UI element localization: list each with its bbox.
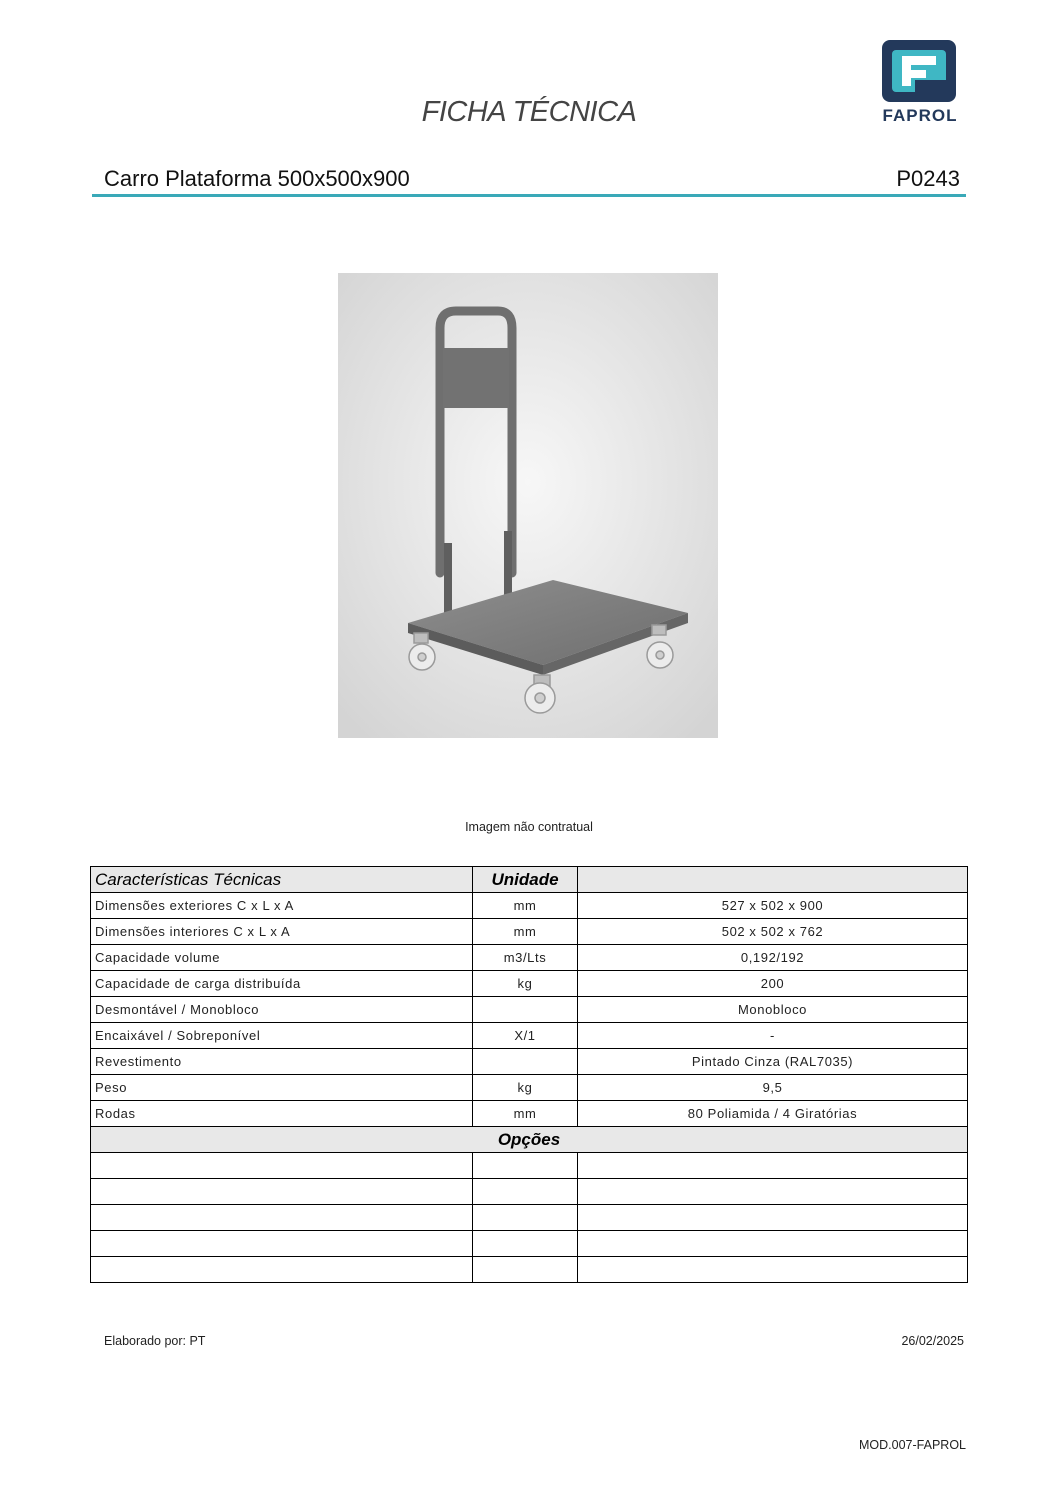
options-label: Opções bbox=[91, 1127, 968, 1153]
spec-row bbox=[91, 1101, 968, 1127]
spec-row bbox=[91, 1049, 968, 1075]
cell-unit bbox=[473, 1049, 578, 1075]
prepared-by: Elaborado por: PT bbox=[104, 1334, 206, 1348]
cell-value: 80 Poliamida / 4 Giratórias bbox=[578, 1101, 968, 1127]
cell-label bbox=[91, 1179, 473, 1205]
cell-label bbox=[91, 1231, 473, 1257]
cell-label bbox=[91, 1153, 473, 1179]
cell-label: Capacidade de carga distribuída bbox=[91, 971, 473, 997]
cell-value: - bbox=[578, 1023, 968, 1049]
cell-label: Capacidade volume bbox=[91, 945, 473, 971]
options-header-row bbox=[91, 1127, 968, 1153]
image-disclaimer: Imagem não contratual bbox=[465, 820, 593, 834]
header-value bbox=[578, 867, 968, 893]
spec-row bbox=[91, 919, 968, 945]
cell-value: 9,5 bbox=[578, 1075, 968, 1101]
cell-unit bbox=[473, 1231, 578, 1257]
cell-value: Monobloco bbox=[578, 997, 968, 1023]
document-title: FICHA TÉCNICA bbox=[421, 96, 637, 128]
header-characteristics: Características Técnicas bbox=[91, 867, 473, 893]
cell-label: Desmontável / Monobloco bbox=[91, 997, 473, 1023]
product-name: Carro Plataforma 500x500x900 bbox=[104, 166, 410, 191]
spec-row bbox=[91, 945, 968, 971]
logo-text: FAPROL bbox=[882, 106, 958, 125]
cell-unit: kg bbox=[473, 971, 578, 997]
document-date: 26/02/2025 bbox=[901, 1334, 964, 1348]
spec-row bbox=[91, 1023, 968, 1049]
cell-label bbox=[91, 1205, 473, 1231]
cell-unit: kg bbox=[473, 1075, 578, 1101]
spec-row bbox=[91, 971, 968, 997]
spec-row bbox=[91, 997, 968, 1023]
cell-value: 200 bbox=[578, 971, 968, 997]
cell-label: Peso bbox=[91, 1075, 473, 1101]
spec-row bbox=[91, 1075, 968, 1101]
faprol-logo-icon bbox=[882, 40, 956, 102]
cell-value: 527 x 502 x 900 bbox=[578, 893, 968, 919]
cell-unit: mm bbox=[473, 1101, 578, 1127]
cell-label: Dimensões interiores C x L x A bbox=[91, 919, 473, 945]
option-row bbox=[91, 1205, 968, 1231]
cell-label: Rodas bbox=[91, 1101, 473, 1127]
cell-unit: m3/Lts bbox=[473, 945, 578, 971]
header-unit: Unidade bbox=[473, 867, 578, 893]
cell-value: Pintado Cinza (RAL7035) bbox=[578, 1049, 968, 1075]
product-image bbox=[338, 273, 718, 738]
cell-value bbox=[578, 1153, 968, 1179]
option-row bbox=[91, 1257, 968, 1283]
option-row bbox=[91, 1231, 968, 1257]
cell-unit: mm bbox=[473, 919, 578, 945]
cell-unit bbox=[473, 997, 578, 1023]
form-code: MOD.007-FAPROL bbox=[859, 1438, 966, 1452]
cell-unit bbox=[473, 1257, 578, 1283]
cell-unit bbox=[473, 1153, 578, 1179]
cell-unit: X/1 bbox=[473, 1023, 578, 1049]
company-logo bbox=[870, 40, 970, 128]
option-row bbox=[91, 1153, 968, 1179]
cell-value bbox=[578, 1179, 968, 1205]
cell-unit bbox=[473, 1205, 578, 1231]
cell-value bbox=[578, 1257, 968, 1283]
cell-unit bbox=[473, 1179, 578, 1205]
specs-header-row bbox=[91, 867, 968, 893]
cell-unit: mm bbox=[473, 893, 578, 919]
cell-value: 502 x 502 x 762 bbox=[578, 919, 968, 945]
cell-label: Revestimento bbox=[91, 1049, 473, 1075]
technical-specs-table bbox=[90, 866, 968, 1283]
cell-value bbox=[578, 1231, 968, 1257]
option-row bbox=[91, 1179, 968, 1205]
spec-row bbox=[91, 893, 968, 919]
cell-value: 0,192/192 bbox=[578, 945, 968, 971]
cell-label: Encaixável / Sobreponível bbox=[91, 1023, 473, 1049]
product-header bbox=[92, 164, 966, 197]
product-code: P0243 bbox=[896, 166, 960, 191]
cell-value bbox=[578, 1205, 968, 1231]
cell-label: Dimensões exteriores C x L x A bbox=[91, 893, 473, 919]
cell-label bbox=[91, 1257, 473, 1283]
